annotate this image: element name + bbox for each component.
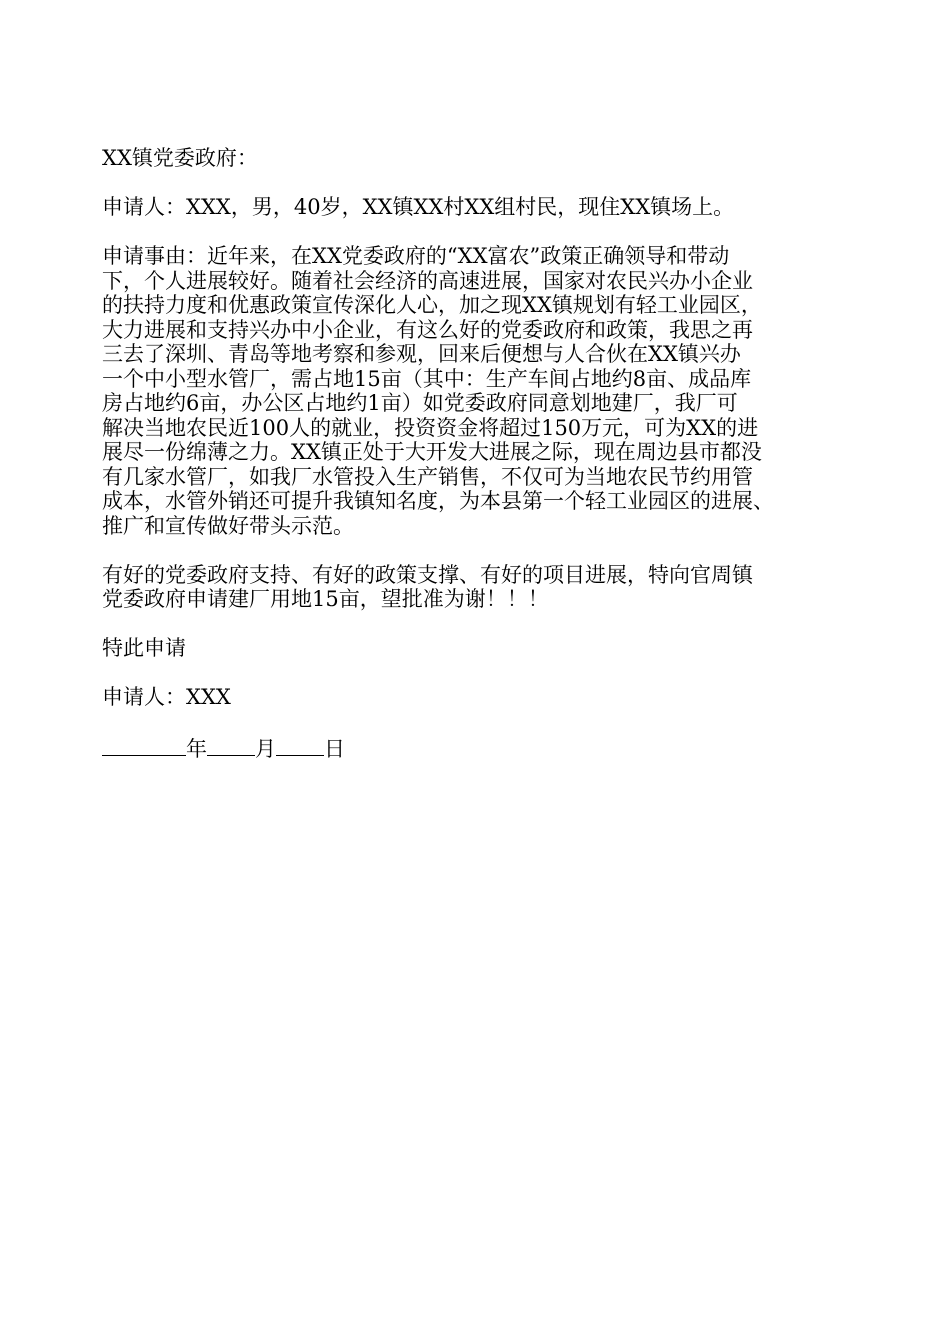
reason-line: 推广和宣传做好带头示范。 — [102, 513, 354, 538]
reason-line: 下，个人进展较好。随着社会经济的高速进展，国家对农民兴办小企业 — [102, 268, 753, 293]
reason-line: 解决当地农民近100人的就业，投资资金将超过150万元，可为XX的进 — [102, 415, 759, 440]
date-line — [102, 734, 872, 762]
signature: 申请人：XXX — [102, 685, 231, 709]
salutation: XX镇党委政府： — [102, 146, 258, 170]
reason-line: 成本，水管外销还可提升我镇知名度，为本县第一个轻工业园区的进展、 — [102, 489, 774, 513]
reason-line: 的扶持力度和优惠政策宣传深化人心，加之现XX镇规划有轻工业园区， — [102, 293, 762, 317]
reason-line: 一个中小型水管厂，需占地15亩（其中：生产车间占地约8亩、成品库 — [102, 366, 752, 391]
request-paragraph — [102, 563, 872, 612]
month-blank — [207, 734, 255, 756]
request-line: 党委政府申请建厂用地15亩，望批准为谢！！！ — [102, 587, 549, 611]
applicant-intro: 申请人：XXX，男，40岁，XX镇XX村XX组村民，现住XX镇场上。 — [102, 195, 735, 219]
reason-line: 三去了深圳、青岛等地考察和参观，回来后便想与人合伙在XX镇兴办 — [102, 342, 741, 366]
reason-paragraph — [102, 244, 872, 538]
reason-line: 有几家水管厂，如我厂水管投入生产销售，不仅可为当地农民节约用管 — [102, 464, 753, 489]
application-letter — [102, 146, 872, 786]
day-blank — [276, 734, 324, 756]
reason-line: 展尽一份绵薄之力。XX镇正处于大开发大进展之际，现在周边县市都没 — [102, 440, 762, 464]
reason-line: 房占地约6亩，办公区占地约1亩）如党委政府同意划地建厂，我厂可 — [102, 391, 738, 415]
reason-line: 申请事由：近年来，在XX党委政府的“XX富农”政策正确领导和带动 — [102, 244, 730, 268]
year-label: 年 — [186, 737, 207, 761]
day-label: 日 — [324, 737, 345, 761]
reason-line: 大力进展和支持兴办中小企业，有这么好的党委政府和政策，我思之再 — [102, 317, 753, 342]
month-label: 月 — [255, 737, 276, 761]
year-blank — [102, 734, 186, 756]
closing: 特此申请 — [102, 636, 186, 660]
request-line: 有好的党委政府支持、有好的政策支撑、有好的项目进展，特向官周镇 — [102, 562, 753, 587]
